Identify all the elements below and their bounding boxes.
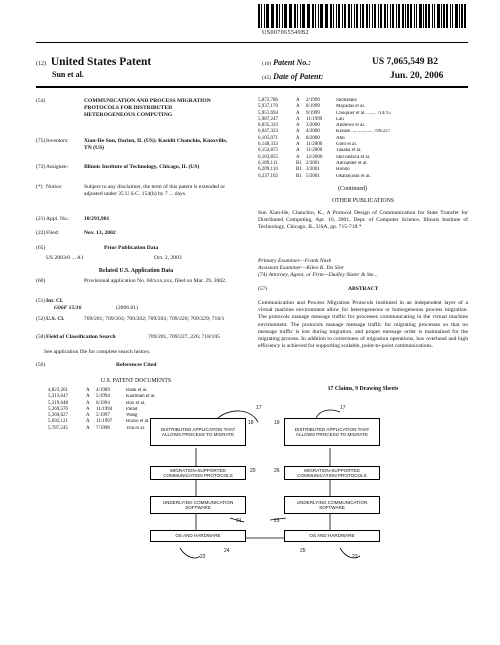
authors: Sun et al. (52, 70, 84, 79)
left-app-box: DISTRIBUTED APPLICATION THAT ALLOWS PROCESS TO MIGRATE (150, 418, 246, 446)
citation-cell: A (296, 104, 300, 110)
barcode-bar (344, 4, 345, 28)
title-code: (54) (36, 98, 46, 104)
barcode-bar (326, 4, 327, 28)
citation-row (258, 174, 468, 180)
patent-no-label: Patent No.: (273, 58, 311, 67)
barcode-bar (372, 4, 373, 28)
inventors-code: (75) (36, 138, 46, 144)
barcode-bar (325, 4, 326, 28)
citation-cell: 5,937,170 (258, 104, 278, 110)
patent-no-code: (10) (262, 61, 272, 67)
filed-date: Nov. 13, 2002 (84, 230, 116, 236)
barcode-bar (405, 4, 406, 28)
citation-cell: Bank et al. (126, 388, 148, 393)
barcode-bar (279, 4, 280, 28)
right-protocol-box: MIGRATION-SUPPORTED COMMUNICATION PROTOCOLS (284, 466, 380, 480)
citation-cell: 2/1999 (306, 98, 320, 103)
field-value: 709/201, 709/227, 226; 718/105 (148, 334, 220, 340)
barcode-bar (464, 4, 466, 28)
barcode-bar (333, 4, 334, 28)
citation-cell: Choquier et al. ....... 714/15 (336, 110, 391, 116)
assignee: Illinois Institute of Technology, Chicago, IL (US) (84, 164, 200, 170)
citation-cell: B1 (296, 173, 302, 179)
inventors: Xian-He Sun, Darien, IL (US); Kasidit Chanchio, Knoxville, TN (US) (84, 138, 228, 151)
barcode-bar (266, 4, 268, 28)
citation-cell: 8/2000 (306, 135, 320, 141)
citation-cell: 5/2001 (306, 173, 320, 179)
citation-cell: A (296, 110, 300, 116)
citation-cell: 6/1994 (96, 400, 110, 406)
barcode-bar (390, 4, 391, 28)
barcode-bar (432, 4, 433, 28)
barcode-bar (284, 4, 286, 28)
citation-cell: 6,105,071 (258, 135, 278, 141)
barcode-bar (414, 4, 415, 28)
barcode-bar (362, 4, 363, 28)
barcode-bar (302, 4, 304, 28)
provisional-code: (60) (36, 278, 46, 284)
barcode-bar (434, 4, 435, 28)
barcode-bar (258, 4, 260, 28)
barcode-bar (387, 4, 388, 28)
citation-cell: A (86, 388, 90, 393)
other-pubs-heading: OTHER PUBLICATIONS (332, 198, 394, 204)
barcode-bar (369, 4, 370, 28)
right-comm-software-box: UNDERLYING COMMUNICATION SOFTWARE (284, 496, 380, 514)
citation-cell: A (296, 123, 300, 129)
prior-pub-date: Oct. 2, 2003 (154, 255, 182, 261)
ref-25: 25 (300, 548, 306, 554)
abstract-code: (57) (258, 286, 268, 292)
barcode-bar (307, 4, 308, 28)
attorney: (74) Attorney, Agent, or Firm—Dudley Slater & Ste... (258, 272, 378, 278)
united-states-patent: United States Patent (50, 56, 152, 68)
barcode-bar (351, 4, 352, 28)
barcode-bar (461, 4, 462, 28)
citation-cell: Andrews et al. (336, 123, 366, 129)
assistant-examiner: Assistant Examiner—Kileo K. Du Sinr (258, 265, 344, 271)
citation-cell: 5,692,121 (48, 419, 68, 425)
citation-cell: Alexander et al. (336, 160, 368, 166)
citation-cell: 5,369,627 (48, 413, 68, 419)
ref-23: 23 (274, 518, 280, 524)
ref-22-right: 22 (352, 554, 358, 560)
assignee-code: (73) (36, 164, 46, 170)
citation-cell: You et al. (126, 425, 146, 431)
citation-cell: Bozso et al. (126, 419, 150, 425)
barcode-bar (312, 4, 314, 28)
citation-cell: 5,787,245 (48, 425, 68, 431)
barcode-bar (294, 4, 296, 28)
notice-field (36, 184, 251, 214)
int-cl-date: (2006.01) (116, 305, 138, 311)
citation-cell: Wang (126, 413, 138, 419)
primary-examiner: Primary Examiner—Frank Nash (258, 258, 332, 264)
see-application: See application file for complete search history. (44, 349, 151, 355)
barcode-bar (402, 4, 404, 28)
appl-label: Appl. No.: (46, 216, 70, 222)
barcode-bar (276, 4, 278, 28)
citation-cell: 6,154,875 (258, 148, 278, 154)
us-cl-code: (52) (36, 316, 46, 322)
left-code: (12) (36, 61, 46, 67)
filed-label: Filed: (46, 230, 60, 236)
citation-cell: 3/2000 (306, 123, 320, 129)
notice-text: Subject to any disclaimer, the term of this patent is extended or adjusted under 35 U.S.C. 154(b) by 7 ... days. (84, 184, 226, 197)
int-cl-value: G06F 15/16 (54, 305, 82, 311)
barcode-bar (360, 4, 361, 28)
provisional-field (36, 278, 251, 294)
refs-heading-row (36, 362, 251, 370)
citation-cell: 5,951,694 (258, 110, 278, 116)
publication-number: US007065549B2 (262, 30, 309, 36)
citation-cell: 9/1999 (306, 110, 320, 116)
barcode-bar (261, 4, 262, 28)
header-rule-bottom (36, 86, 468, 88)
barcode-bar (338, 4, 340, 28)
barcode-bar (374, 4, 376, 28)
barcode-bar (452, 4, 453, 28)
citation-cell: A (86, 394, 90, 400)
citation-cell: 4/2000 (306, 129, 320, 135)
refs-heading: References Cited (116, 362, 157, 368)
patent-number-row (262, 58, 472, 67)
related-data-heading: Related U.S. Application Data (98, 268, 174, 274)
barcode-bar (300, 4, 301, 28)
other-publications: Sun Xian-He, Chanchio, K., A Protocol Design of Communication for State Transfer for Distributed Computing, Apr. 16, 2001, Dept. of Computer Science, Illinois Institute of Technology, Chicago, IL, USA, pp. 715-718.* (258, 210, 468, 231)
citation-cell: A (86, 419, 90, 425)
citation-cell: Kaufman et al. (126, 394, 156, 400)
barcode-bar (428, 4, 430, 28)
filed-field (36, 230, 251, 238)
citation-cell: A (296, 116, 300, 122)
citation-cell: 6,148,333 (258, 142, 278, 148)
citation-cell: A (296, 98, 300, 103)
us-docs-heading: U.S. PATENT DOCUMENTS (100, 378, 172, 384)
citation-cell: 11/2000 (306, 148, 323, 154)
citation-cell: 5,872,786 (258, 98, 278, 103)
barcode-bar (282, 4, 283, 28)
assignee-label: Assignee: (46, 164, 69, 170)
ref-17-left: 17 (256, 405, 262, 411)
citation-cell: A (86, 400, 90, 406)
patent-title-header (36, 56, 151, 68)
left-comm-software-box: UNDERLYING COMMUNICATION SOFTWARE (150, 496, 246, 514)
barcode-bar (336, 4, 337, 28)
us-cl-value: 709/201; 709/203; 709/202; 709/203; 709/226; 709/229; 718/1 (84, 316, 225, 322)
barcode-bar (416, 4, 417, 28)
inventors-label: Inventors: (46, 138, 69, 144)
barcode (258, 4, 468, 28)
refs-code: (56) (36, 362, 46, 368)
barcode-bar (297, 4, 298, 28)
appl-code: (21) (36, 216, 46, 222)
ref-20: 20 (250, 468, 256, 474)
citation-cell: 6,189,111 (258, 160, 278, 166)
citation-cell: 6,209,110 (258, 167, 278, 173)
provisional-text: Provisional application No. 60/xxx,xxx, filed on Mar. 29, 2002. (84, 278, 227, 284)
citation-cell: 6,047,323 (258, 129, 278, 135)
citation-cell: 11/1997 (96, 419, 113, 425)
citation-cell: A (296, 129, 300, 135)
barcode-bar (318, 4, 319, 28)
citation-cell: Shrivastava et al. (336, 154, 371, 160)
int-cl-field (36, 298, 251, 314)
barcode-bar (320, 4, 322, 28)
barcode-bar (425, 4, 426, 28)
citation-cell: 8/1999 (306, 104, 320, 110)
citation-cell: Krause ................. 709/227 (336, 129, 391, 135)
barcode-bar (441, 4, 442, 28)
citation-cell: 5,369,570 (48, 406, 68, 412)
citation-cell: Goto et al. (336, 142, 357, 148)
citation-cell: B1 (296, 160, 302, 166)
ref-21: 21 (236, 518, 242, 524)
citation-cell: 4,823,261 (48, 388, 68, 393)
us-cl-label: U.S. Cl. (46, 316, 65, 322)
citation-cell: A (296, 135, 300, 141)
date-code: (45) (262, 75, 272, 81)
claims-sheets: 17 Claims, 9 Drawing Sheets (327, 386, 399, 392)
barcode-bar (342, 4, 343, 28)
barcode-bar (396, 4, 397, 28)
citation-cell: Hondo (336, 167, 350, 173)
barcode-bar (380, 4, 381, 28)
prior-code: (65) (36, 245, 46, 251)
right-os-box: OS AND HARDWARE (284, 530, 380, 542)
citation-cell: A (296, 142, 300, 148)
citation-cell: Lau (336, 116, 344, 122)
barcode-bar (271, 4, 272, 28)
appl-field (36, 216, 251, 224)
ref-26: 26 (274, 468, 280, 474)
citation-cell: 5,313,647 (48, 394, 68, 400)
citation-cell: 11/1994 (96, 406, 113, 412)
barcode-bar (459, 4, 460, 28)
appl-number: 10/293,981 (84, 216, 110, 222)
barcode-bar (289, 4, 290, 28)
prior-pub-heading-row (36, 245, 251, 253)
citation-cell: Parad (126, 406, 138, 412)
continued-label: (Continued) (338, 186, 367, 192)
citation-cell: 6,035,333 (258, 123, 278, 129)
citation-cell: 5,987,247 (258, 116, 278, 122)
notice-label: Notice: (46, 184, 63, 190)
citation-cell: 2/2001 (306, 160, 320, 166)
prior-pub-number: US 2003/0 ... A1 (46, 255, 84, 261)
citation-cell: Mayadas et al. (336, 104, 366, 110)
barcode-bar (378, 4, 379, 28)
patent-date-row (262, 72, 472, 81)
ref-24: 24 (224, 548, 230, 554)
citation-cell: Shobatake (336, 98, 357, 103)
abstract-heading: ABSTRACT (348, 286, 379, 292)
patent-number: US 7,065,549 B2 (372, 57, 438, 67)
citation-cell: 6,163,855 (258, 154, 278, 160)
abstract-heading-row (258, 286, 468, 294)
barcode-bar (356, 4, 358, 28)
prior-pub-heading: Prior Publication Data (104, 245, 159, 251)
ref-19: 19 (274, 420, 280, 426)
citation-cell: 4/1989 (96, 388, 110, 393)
notice-code: (*) (36, 184, 43, 190)
barcode-bar (392, 4, 394, 28)
barcode-bar (437, 4, 439, 28)
citation-cell: 12/2000 (306, 154, 323, 160)
barcode-bar (366, 4, 368, 28)
barcode-bar (272, 4, 273, 28)
barcode-bar (384, 4, 386, 28)
barcode-bar (446, 4, 448, 28)
citation-cell: Okabayashi et al. (336, 173, 371, 179)
citation-cell: A (86, 425, 90, 431)
citation-cell: 11/2000 (306, 142, 323, 148)
barcode-bar (354, 4, 355, 28)
inventors-field (36, 138, 251, 160)
header-rule-top (36, 42, 468, 43)
ref-22-left: 22 (200, 554, 206, 560)
citation-cell: Bux et al. (126, 400, 146, 406)
us-cl-field (36, 316, 251, 332)
right-app-box: DISTRIBUTED APPLICATION THAT ALLOWS PROCESS TO MIGRATE (284, 418, 380, 446)
citation-cell: A (86, 406, 90, 412)
barcode-bar (308, 4, 309, 28)
filed-code: (22) (36, 230, 46, 236)
barcode-bar (315, 4, 316, 28)
left-protocol-box: MIGRATION-SUPPORTED COMMUNICATION PROTOCOLS (150, 466, 246, 480)
title-field (36, 98, 251, 134)
field-search-field (36, 334, 251, 350)
citation-cell: 3/2001 (306, 167, 320, 173)
abstract-text: Communication and Process Migration Protocols instituted in an independent layer of a virtual machine environment allow for heterogeneous or homogeneous process migration. The protocols manage message traffic for processes communicating in the virtual machine environment. The protocols manage message traffic for migrating processes so that no message traffic is lost during migration, and proper message order is maintained for the migrating process. In addition to correctness of migration operations, low overhead and high efficiency is achieved for supporting scalable, point-to-point communications. (258, 300, 468, 350)
barcode-bar (330, 4, 332, 28)
citation-cell: 5/1997 (96, 413, 110, 419)
barcode-bar (290, 4, 291, 28)
int-cl-label: Int. Cl. (46, 298, 63, 304)
field-label: Field of Classification Search (46, 334, 116, 340)
left-os-box: OS AND HARDWARE (150, 530, 246, 542)
citation-cell: 7/1998 (96, 425, 110, 431)
ref-18: 18 (248, 420, 254, 426)
assignee-field (36, 164, 251, 180)
date-label: Date of Patent: (273, 72, 324, 81)
citation-cell: 5/1994 (96, 394, 110, 400)
citation-cell: A (296, 148, 300, 154)
citation-cell: 5,319,648 (48, 400, 68, 406)
citation-cell: 11/1999 (306, 116, 323, 122)
citation-cell: A (296, 154, 300, 160)
barcode-bar (423, 4, 424, 28)
invention-title: COMMUNICATION AND PROCESS MIGRATION PROTOCOLS FOR DISTRIBUTED HETEROGENEOUS COMPUTING (84, 98, 211, 118)
barcode-bar (410, 4, 412, 28)
citation-cell: B1 (296, 167, 302, 173)
citation-cell: A (86, 413, 90, 419)
int-cl-code: (51) (36, 298, 46, 304)
citation-cell: 6,237,102 (258, 173, 278, 179)
barcode-bar (407, 4, 408, 28)
barcode-bar (455, 4, 457, 28)
citations-right (258, 98, 468, 180)
barcode-bar (419, 4, 421, 28)
patent-date: Jun. 20, 2006 (390, 71, 444, 81)
barcode-bar (450, 4, 451, 28)
barcode-bar (398, 4, 399, 28)
citation-cell: Ahn (336, 135, 345, 141)
barcode-bar (264, 4, 265, 28)
ref-17-right: 17 (340, 405, 346, 411)
field-code: (58) (36, 334, 46, 340)
citation-cell: Tanaka et al. (336, 148, 362, 154)
barcode-bar (443, 4, 444, 28)
prior-pub-row (36, 255, 251, 263)
barcode-bar (348, 4, 350, 28)
